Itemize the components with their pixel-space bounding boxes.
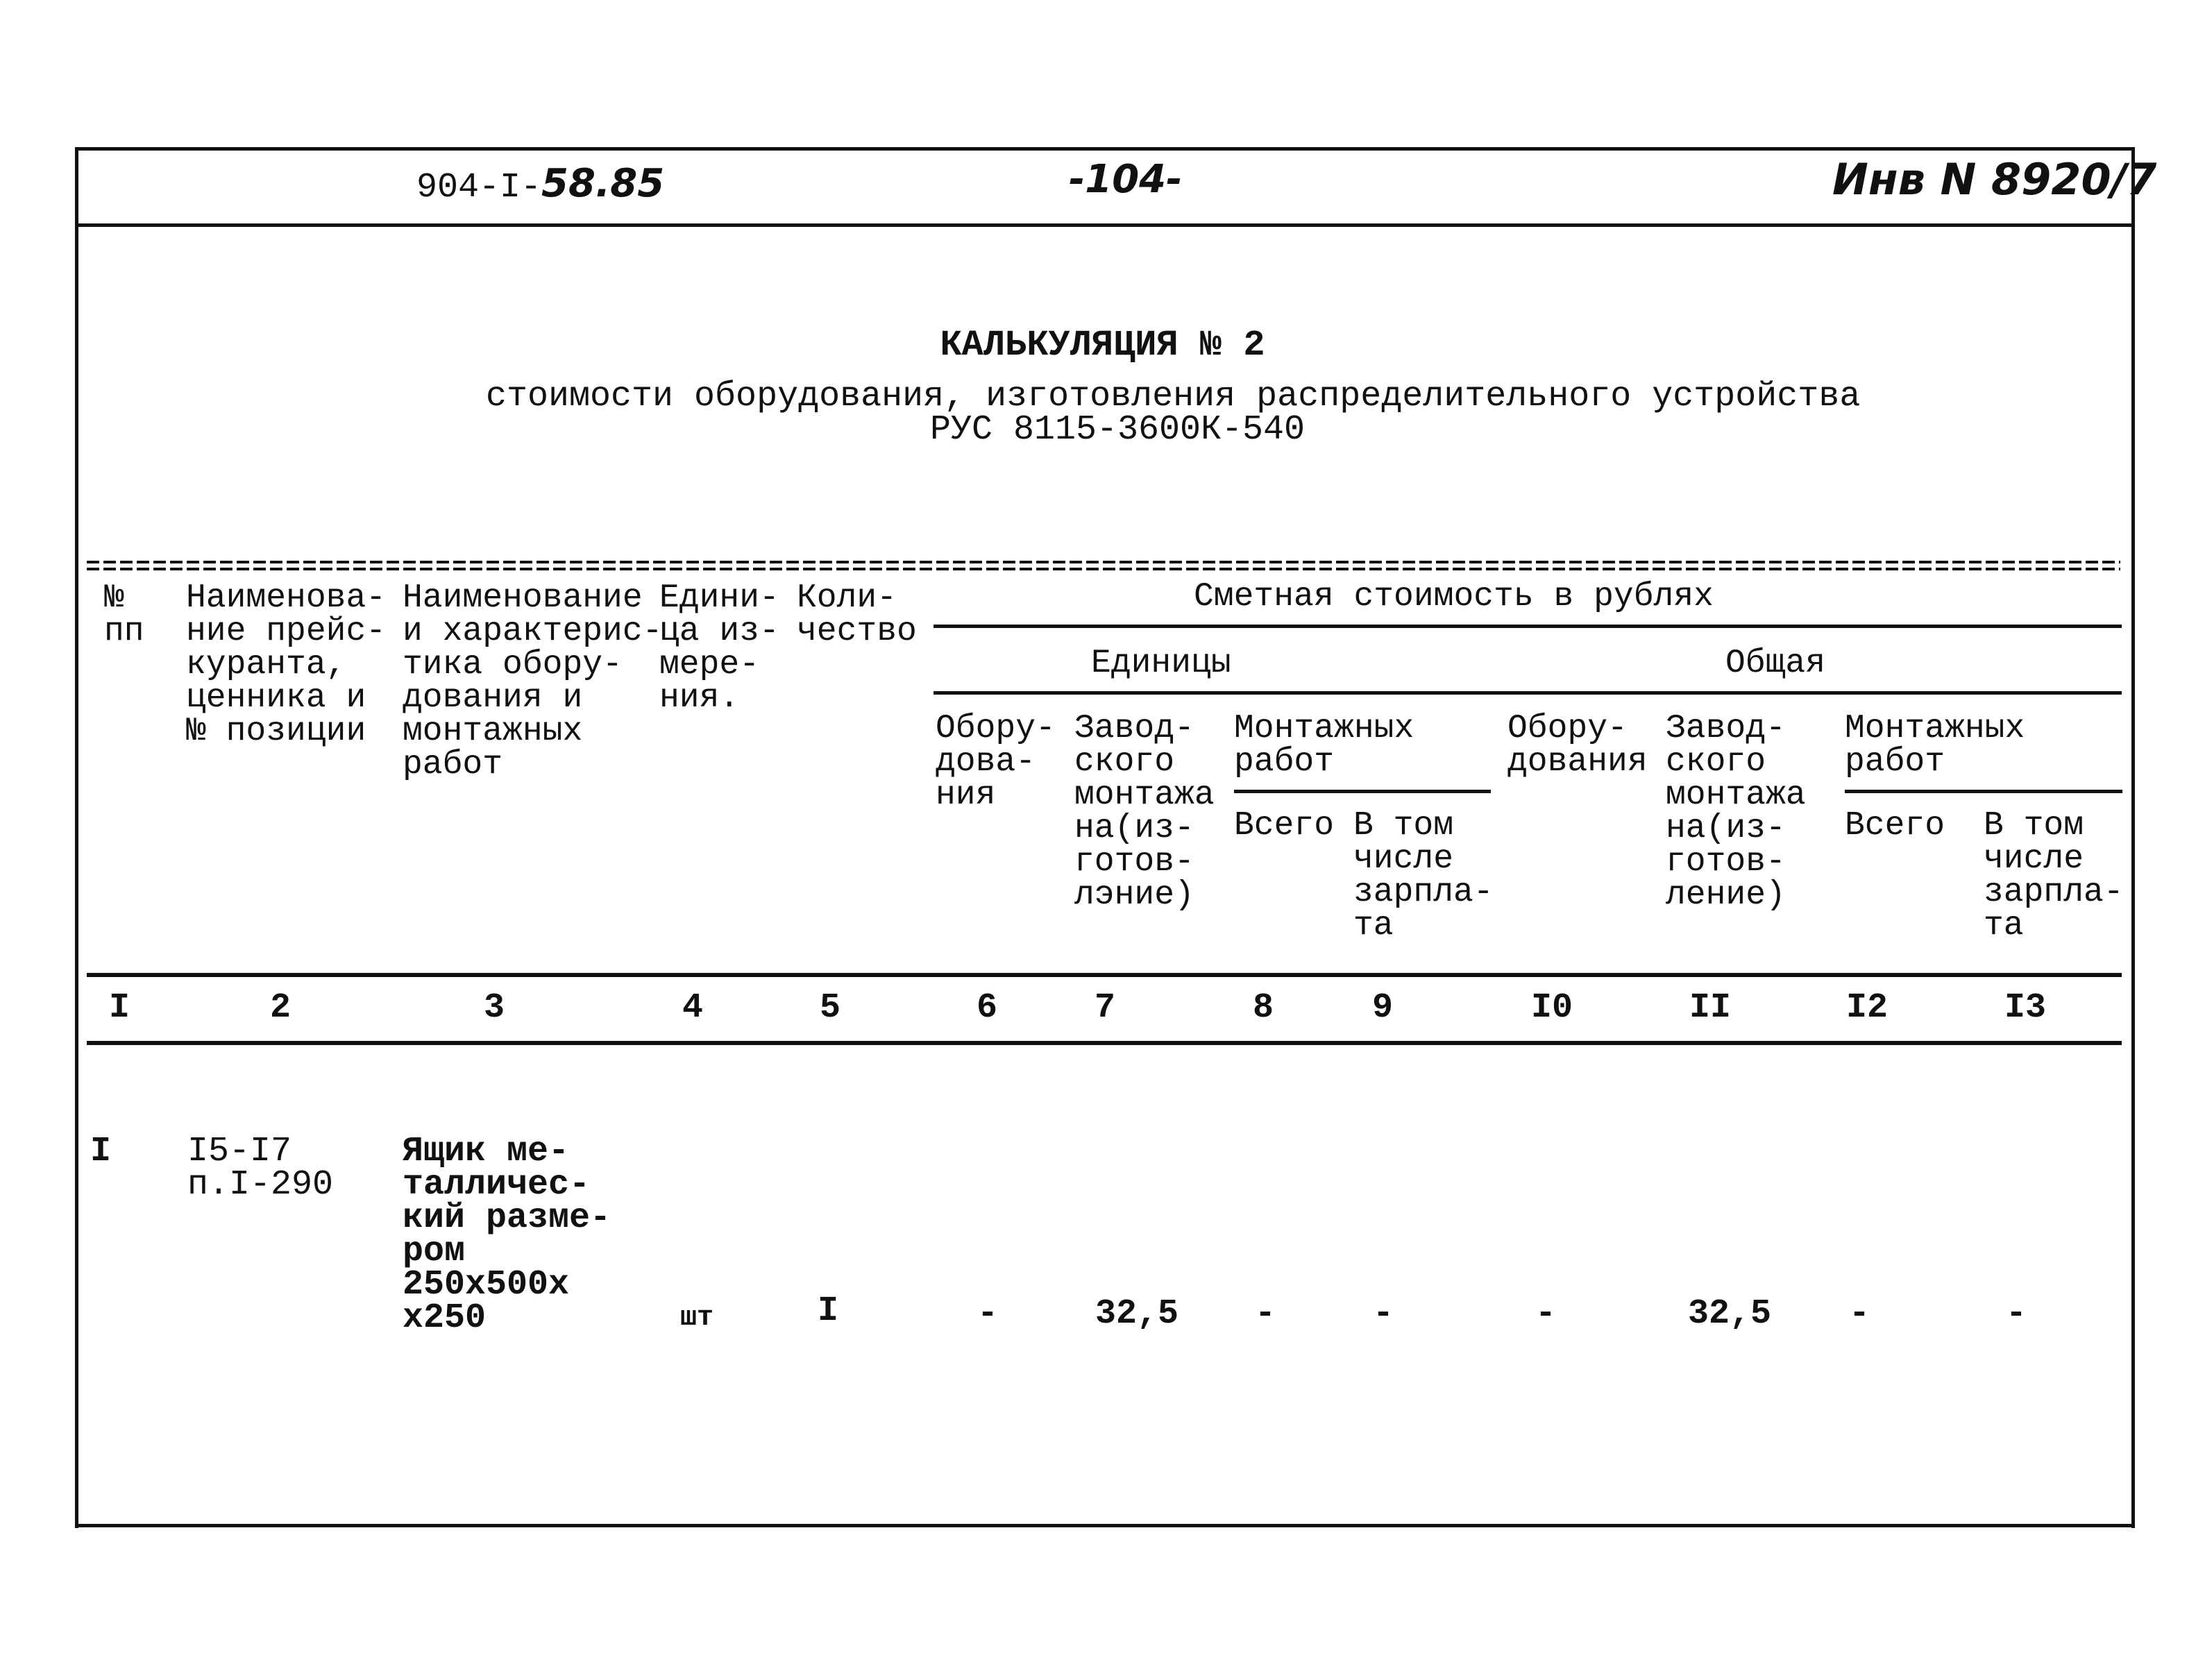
header-col-10: Обору- дования <box>1507 710 1648 781</box>
header-col-4: Едини- ца из- мере- ния. <box>659 579 779 717</box>
doc-code-hand: 58.85 <box>541 161 665 206</box>
column-number-2: 2 <box>269 988 291 1028</box>
table-top-rule-2 <box>87 568 2120 570</box>
column-number-4: 4 <box>682 988 703 1028</box>
header-col-5: Коли- чество <box>797 579 917 650</box>
header-mount-total: Монтажных работ <box>1845 710 2025 781</box>
doc-code: 904-I-58.85 <box>416 161 665 207</box>
row-1-name: Ящик ме- талличес- кий разме- ром 250х500х х250 <box>403 1132 611 1338</box>
row-1-col-13: - <box>2006 1294 2027 1334</box>
row-1-col-7: 32,5 <box>1095 1294 1179 1334</box>
column-number-3: 3 <box>483 988 505 1028</box>
header-col-9: В том числе зарпла- та <box>1353 807 1494 944</box>
row-1-number: I <box>90 1132 112 1171</box>
row-1-col-6: - <box>977 1294 999 1334</box>
column-number-5: 5 <box>819 988 840 1028</box>
row-1-pricelist: I5-I7 п.I-290 <box>187 1132 334 1205</box>
column-number-8: 8 <box>1252 988 1274 1028</box>
header-divider <box>75 223 2135 227</box>
header-unit-group: Единицы <box>1091 645 1231 682</box>
row-1-col-8: - <box>1255 1294 1276 1334</box>
header-col-3: Наименование и характерис- тика обору- дования и монтажных работ <box>403 579 663 783</box>
column-number-10: I0 <box>1530 988 1573 1028</box>
header-mount-unit: Монтажных работ <box>1234 710 1414 781</box>
subgroup-rule <box>933 691 2122 695</box>
title-line-2: РУС 8115-3600К-540 <box>929 410 1306 450</box>
column-number-13: I3 <box>2004 988 2046 1028</box>
table-top-rule <box>87 561 2120 563</box>
header-total-group: Общая <box>1725 645 1826 682</box>
page-frame-bottom <box>75 1524 2135 1527</box>
header-col-12: Всего <box>1845 807 1945 845</box>
row-1-col-11: 32,5 <box>1688 1294 1772 1334</box>
column-number-9: 9 <box>1371 988 1393 1028</box>
inventory-number: Инв N 8920/7 <box>1832 154 2157 205</box>
column-number-11: II <box>1689 988 1731 1028</box>
row-1-qty: I <box>818 1291 839 1331</box>
column-number-1: I <box>108 988 130 1028</box>
title-line-1: стоимости оборудования, изготовления распределительного устройства <box>486 377 1861 416</box>
mount-total-rule <box>1845 790 2122 793</box>
page-number: -104- <box>1069 157 1183 202</box>
row-1-col-9: - <box>1373 1294 1394 1334</box>
column-numbers-rule <box>87 1041 2122 1045</box>
cost-group-rule <box>933 625 2122 628</box>
header-col-6: Обору- дова- ния <box>936 710 1056 814</box>
row-1-col-10: - <box>1535 1294 1557 1334</box>
row-1-col-12: - <box>1849 1294 1870 1334</box>
header-bottom-rule <box>87 973 2122 977</box>
mount-unit-rule <box>1234 790 1491 793</box>
header-col-7: Завод- ского монтажа на(из- готов- лэние) <box>1074 710 1215 914</box>
row-1-unit: шт <box>680 1303 714 1334</box>
column-number-7: 7 <box>1094 988 1115 1028</box>
header-cost-group: Сметная стоимость в рублях <box>1194 578 1714 616</box>
header-col-13: В том числе зарпла- та <box>1984 807 2124 944</box>
header-col-1: № пп <box>104 579 144 650</box>
column-number-12: I2 <box>1845 988 1888 1028</box>
header-col-2: Наименова- ние прейс- куранта, ценника и № позиции <box>186 579 387 750</box>
header-col-11: Завод- ского монтажа на(из- готов- ление) <box>1666 710 1806 914</box>
page-title: КАЛЬКУЛЯЦИЯ № 2 <box>940 325 1265 366</box>
column-number-6: 6 <box>976 988 997 1028</box>
header-col-8: Всего <box>1234 807 1335 845</box>
